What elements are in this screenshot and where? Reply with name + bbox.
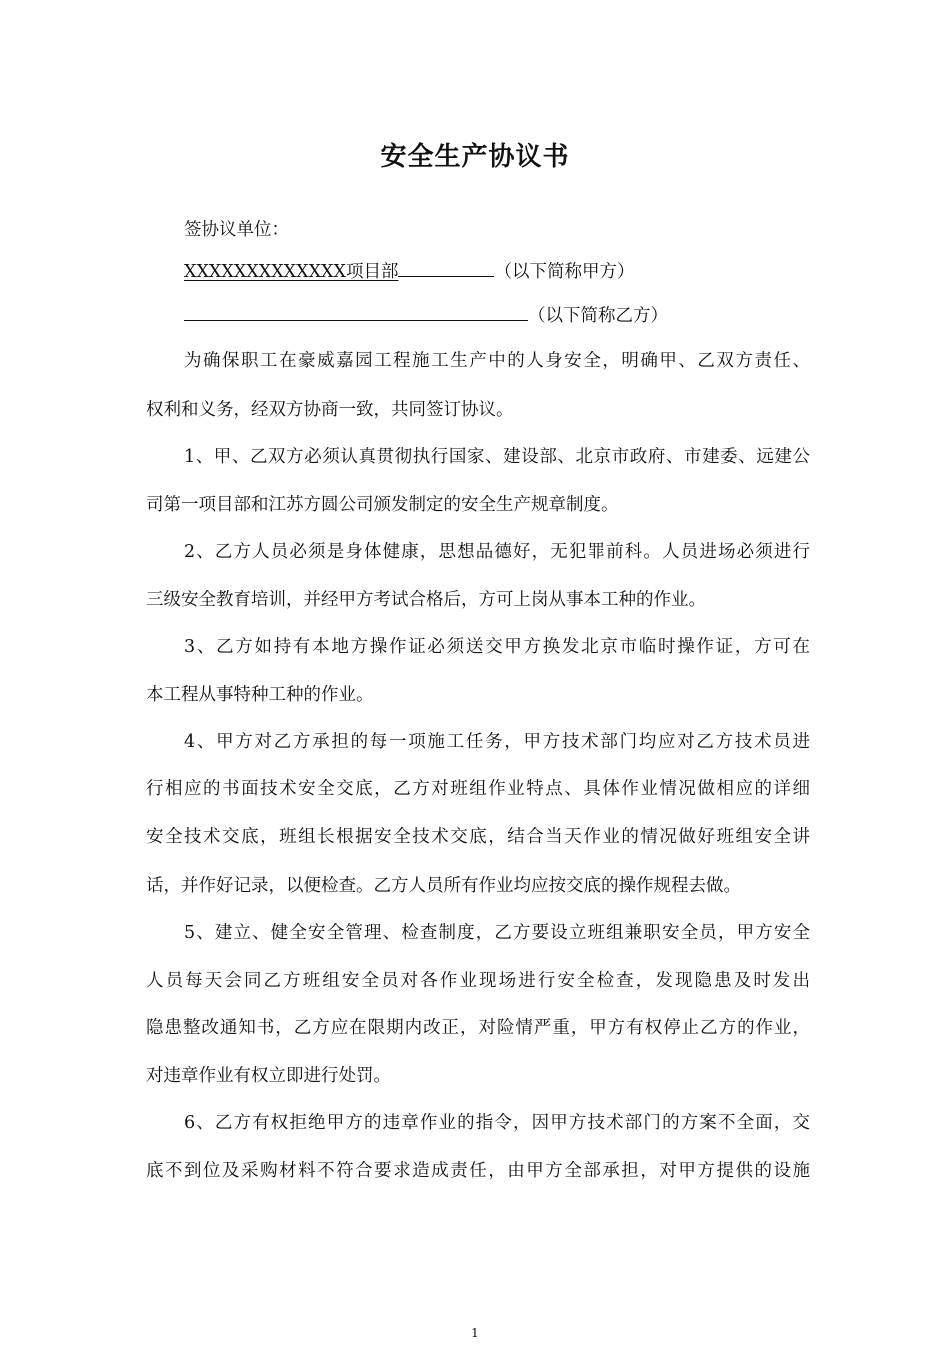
body-line: 5、建立、健全安全管理、检查制度，乙方要设立班组兼职安全员，甲方安全 — [184, 923, 810, 943]
body-line: 司第一项目部和江苏方圆公司颁发制定的安全生产规章制度。 — [146, 495, 619, 515]
body-line: 1、甲、乙双方必须认真贯彻执行国家、建设部、北京市政府、市建委、远建公 — [184, 447, 810, 467]
party-b-alias: （以下简称乙方） — [528, 306, 668, 326]
page-number: 1 — [471, 1326, 479, 1340]
party-a-line — [184, 258, 810, 286]
body-line: 底不到位及采购材料不符合要求造成责任，由甲方全部承担，对甲方提供的设施 — [146, 1161, 810, 1181]
body-line: 2、乙方人员必须是身体健康，思想品德好，无犯罪前科。人员进场必须进行 — [184, 542, 810, 562]
document-title: 安全生产协议书 — [380, 142, 570, 172]
body-line: 隐患整改通知书，乙方应在限期内改正，对险情严重，甲方有权停止乙方的作业， — [146, 1018, 810, 1038]
party-a-name: XXXXXXXXXXXXX项目部 — [184, 262, 399, 282]
body-line: 3、乙方如持有本地方操作证必须送交甲方换发北京市临时操作证，方可在 — [184, 637, 810, 657]
body-line: 三级安全教育培训，并经甲方考试合格后，方可上岗从事本工种的作业。 — [146, 590, 706, 610]
signing-units-label: 签协议单位： — [184, 220, 289, 240]
body-line: 4、甲方对乙方承担的每一项施工任务，甲方技术部门均应对乙方技术员进 — [184, 732, 810, 752]
body-line: 权利和义务，经双方协商一致，共同签订协议。 — [146, 400, 514, 420]
body-line: 本工程从事特种工种的作业。 — [146, 685, 374, 705]
party-b-line — [184, 302, 810, 330]
body-line: 人员每天会同乙方班组安全员对各作业现场进行安全检查，发现隐患及时发出 — [146, 971, 810, 991]
party-a-blank — [398, 258, 494, 277]
party-b-blank — [184, 302, 528, 321]
body-line: 话，并作好记录，以便检查。乙方人员所有作业均应按交底的操作规程去做。 — [146, 876, 741, 896]
body-line: 行相应的书面技术安全交底，乙方对班组作业特点、具体作业情况做相应的详细 — [146, 779, 810, 799]
party-a-alias: （以下简称甲方） — [494, 262, 635, 282]
body-line: 对违章作业有权立即进行处罚。 — [146, 1066, 391, 1086]
body-line: 为确保职工在豪威嘉园工程施工生产中的人身安全，明确甲、乙双方责任、 — [184, 351, 810, 371]
body-line: 6、乙方有权拒绝甲方的违章作业的指令，因甲方技术部门的方案不全面，交 — [184, 1113, 810, 1133]
body-line: 安全技术交底，班组长根据安全技术交底，结合当天作业的情况做好班组安全讲 — [146, 827, 810, 847]
